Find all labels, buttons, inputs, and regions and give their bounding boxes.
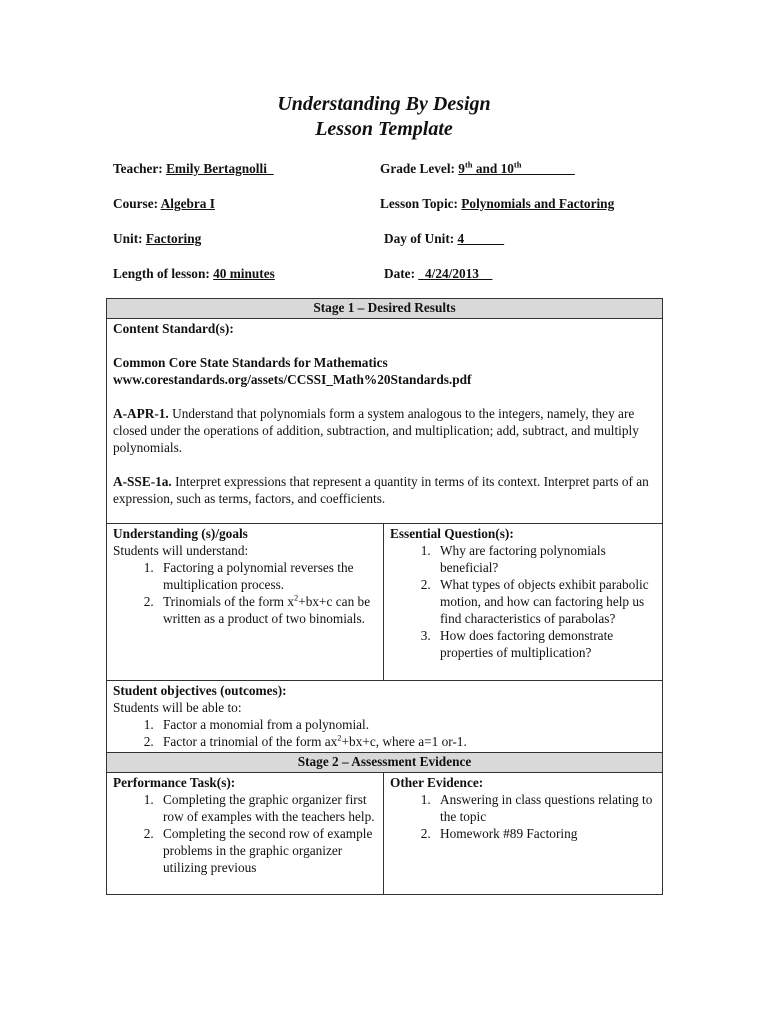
other-evidence-list	[390, 791, 656, 842]
list-item: 1. Factoring a polynomial reverses the multiplication process.	[157, 559, 377, 593]
objectives-cell	[107, 681, 663, 753]
other-evidence-cell	[384, 773, 663, 895]
stage1-heading: Stage 1 – Desired Results	[107, 299, 663, 319]
standard-sse: A-SSE-1a. Interpret expressions that represent a quantity in terms of its context. Interpret parts of an expression, such as terms, factors, and coefficients.	[113, 474, 649, 506]
ccss-title: Common Core State Standards for Mathematics	[113, 355, 388, 370]
understanding-label: Understanding (s)/goals	[113, 526, 248, 541]
stage2-heading: Stage 2 – Assessment Evidence	[107, 753, 663, 773]
list-item: 1. Completing the graphic organizer first row of examples with the teachers help.	[157, 791, 377, 825]
essential-questions-cell	[384, 524, 663, 681]
length-field	[113, 265, 275, 282]
content-standards-cell	[107, 319, 663, 524]
grade-level-field	[380, 160, 575, 177]
list-item: 3. How does factoring demonstrate properties of multiplication?	[434, 627, 656, 661]
objectives-label: Student objectives (outcomes):	[113, 683, 287, 698]
understanding-list	[113, 559, 377, 627]
content-standards-label: Content Standard(s):	[113, 321, 234, 336]
topic-value: Polynomials and Factoring	[461, 196, 615, 211]
course-field	[113, 195, 215, 212]
length-value: 40 minutes	[213, 266, 275, 281]
understanding-cell	[107, 524, 384, 681]
lesson-topic-field	[380, 195, 614, 212]
unit-field	[113, 230, 201, 247]
day-value: 4______	[457, 231, 505, 246]
performance-label: Performance Task(s):	[113, 775, 236, 790]
teacher-label: Teacher:	[113, 161, 163, 176]
performance-list	[113, 791, 377, 876]
understanding-intro: Students will understand:	[113, 543, 249, 558]
date-label: Date:	[384, 266, 416, 281]
list-item: 1. Why are factoring polynomials beneficial?	[434, 542, 656, 576]
lesson-table	[106, 298, 663, 895]
day-of-unit-field	[384, 230, 504, 247]
essential-list	[390, 542, 656, 661]
other-evidence-label: Other Evidence:	[390, 775, 484, 790]
unit-label: Unit:	[113, 231, 143, 246]
course-value: Algebra I	[160, 196, 215, 211]
date-field	[384, 265, 492, 282]
ccss-url: www.corestandards.org/assets/CCSSI_Math%20Standards.pdf	[113, 372, 472, 387]
document-title: Understanding By Design	[277, 93, 491, 115]
topic-label: Lesson Topic:	[380, 196, 458, 211]
list-item: 2. What types of objects exhibit parabolic motion, and how can factoring help us find characteristics of parabolas?	[434, 576, 656, 627]
list-item: 1. Answering in class questions relating to the topic	[434, 791, 656, 825]
objectives-list	[113, 716, 656, 750]
performance-task-cell	[107, 773, 384, 895]
teacher-field	[113, 160, 274, 177]
list-item: 1. Factor a monomial from a polynomial.	[157, 716, 656, 733]
grade-label: Grade Level:	[380, 161, 455, 176]
list-item: 2. Trinomials of the form $x^2+bx+c$ can be written as a product of two binomials.	[157, 593, 377, 627]
standard-apr: A-APR-1. Understand that polynomials form a system analogous to the integers, namely, they are closed under the operations of addition, subtraction, and multiplication; add, subtract, and multiply polynomials.	[113, 406, 639, 455]
objectives-intro: Students will be able to:	[113, 700, 242, 715]
course-label: Course:	[113, 196, 159, 211]
list-item: 2. Completing the second row of example problems in the graphic organizer utilizing previous	[157, 825, 377, 876]
list-item: 2. Homework #89 Factoring	[434, 825, 656, 842]
document-subtitle: Lesson Template	[315, 118, 453, 140]
essential-label: Essential Question(s):	[390, 526, 514, 541]
length-label: Length of lesson:	[113, 266, 210, 281]
grade-value: 9th and 10th________	[458, 159, 575, 176]
teacher-value: Emily Bertagnolli_	[166, 161, 274, 176]
date-value: _4/24/2013__	[418, 266, 493, 281]
day-label: Day of Unit:	[384, 231, 455, 246]
unit-value: Factoring	[145, 231, 202, 246]
list-item: 2. Factor a trinomial of the form $ax^2+bx+c$, where a=1 or-1.	[157, 733, 656, 750]
